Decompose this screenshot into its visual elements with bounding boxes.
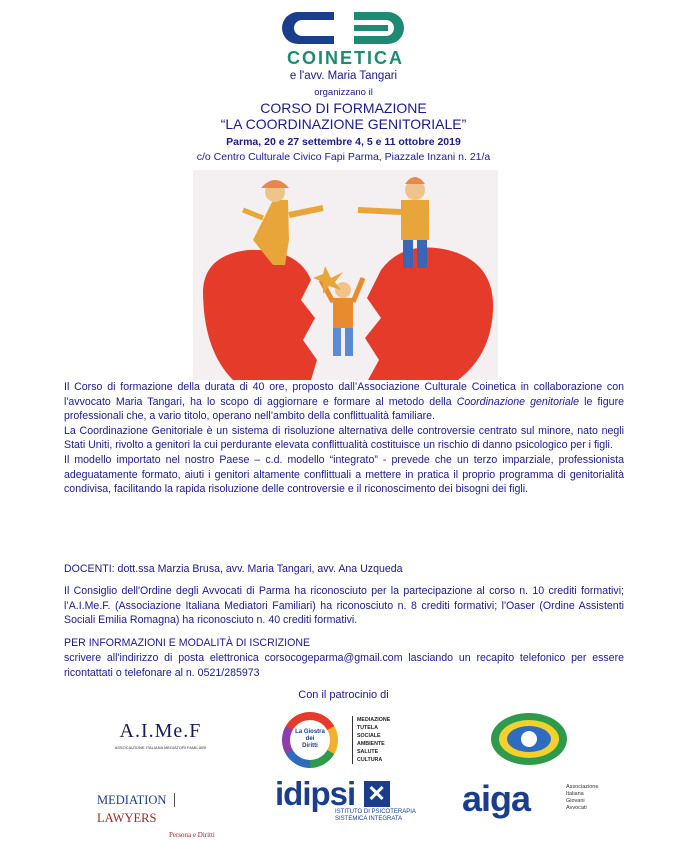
giostra-side-item: AMBIENTE [357, 741, 385, 747]
idipsi-sub-line: ISTITUTO DI PSICOTERAPIA [335, 809, 416, 815]
organize-line: organizzano il [314, 87, 373, 98]
giostra-logo [282, 712, 422, 768]
mediation-word: MEDIATION [97, 793, 167, 807]
broken-heart-illustration [193, 170, 498, 380]
info-title: PER INFORMAZIONI E MODALITÀ DI ISCRIZIONE [64, 637, 311, 649]
intro-paragraph [64, 380, 624, 424]
giostra-side-item: MEDIAZIONE [357, 717, 391, 723]
organizer-line: e l'avv. Maria Tangari [289, 70, 398, 82]
coinetica-logo-mark [258, 8, 433, 48]
aimef-logo [98, 720, 223, 760]
aiga-logo [462, 778, 612, 826]
course-venue: c/o Centro Culturale Civico Fapi Parma, Piazzale Inzani n. 21/a [196, 151, 491, 163]
idipsi-subtitle [335, 809, 420, 823]
giostra-side-item: CULTURA [357, 757, 383, 763]
model-paragraph: Il modello importato nel nostro Paese – c.d. modello “integrato” - prevede che un terzo imparziale, professionista adeguatamente formato, aiuti i genitori altamente conflittuali a mettere in pratica il proprio programma di genitorialità condivisa, facilitando la rapida risoluzione delle controversie e il riconoscimento dei bisogni dei figli. [64, 453, 624, 496]
lawyers-word: LAWYERS [97, 811, 157, 825]
info-text: scrivere all'indirizzo di posta elettronica corsocogeparma@gmail.com lasciando un recapito telefonico per essere ricontattati o telefonare al n. 0521/285973 [64, 652, 624, 679]
giostra-text-1: La Giostra [295, 729, 325, 735]
intro-text-a: Il Corso di formazione della durata di 40 ore, proposto dall’Associazione Culturale Coinetica in collaborazione con l'avvocato Maria Tangari, ha lo scopo di aggiornare e formare al metodo della [64, 381, 624, 408]
giostra-side-item: TUTELA [357, 725, 378, 731]
teachers-line: DOCENTI: dott.ssa Marzia Brusa, avv. Maria Tangari, avv. Ana Uzqueda [64, 563, 403, 575]
course-title: CORSO DI FORMAZIONE [260, 100, 427, 116]
giostra-side-item: SALUTE [357, 749, 379, 755]
intro-text-b: le figure professionali che, a vario titolo, operano nell’ambito della conflittualità familiare. [64, 395, 624, 423]
aiga-subtitle [566, 784, 598, 812]
idipsi-x-icon: ✕ [364, 781, 390, 807]
idipsi-wordmark: idipsi [275, 775, 356, 812]
credits-paragraph: Il Consiglio dell'Ordine degli Avvocati di Parma ha riconosciuto per la partecipazione al corso n. 10 crediti formativi; l’A.I.Me.F. (Associazione Italiana Mediatori Familiari) ha riconosciuto n. 8 crediti formativi; l'Oaser (Ordine Assistenti Sociali Emilia Romagna) ha riconosciuto n. 40 crediti formativi. [64, 585, 624, 627]
giostra-text-3: Diritti [302, 743, 318, 749]
aiga-wordmark: aiga [462, 778, 531, 819]
course-description [64, 380, 624, 497]
giostra-side-item: SOCIALE [357, 733, 381, 739]
mediation-lawyers-logo [97, 791, 227, 839]
coinetica-logo [258, 8, 433, 68]
mediation-subtitle: Persona e Diritti [169, 831, 215, 839]
aiga-sub-line: Avvocati [566, 805, 587, 811]
aimef-wordmark: A.I.Me.F [119, 720, 202, 742]
course-dates: Parma, 20 e 27 settembre 4, 5 e 11 ottobre 2019 [226, 136, 461, 148]
giostra-center [290, 720, 330, 760]
circular-association-logo [488, 710, 570, 768]
patronage-label: Con il patrocinio di [298, 689, 389, 701]
aiga-sub-line: Italiana [566, 791, 584, 797]
idipsi-logo [275, 775, 420, 831]
giostra-side-list [352, 716, 390, 764]
logo-wordmark: COINETICA [287, 48, 404, 68]
aiga-sub-line: Giovani [566, 798, 585, 804]
course-subtitle: “LA COORDINAZIONE GENITORIALE” [220, 116, 467, 132]
definition-paragraph: La Coordinazione Genitoriale è un sistema di risoluzione alternativa delle controversie centrato sul minore, nato negli Stati Uniti, rivolto a genitori la cui perdurante elevata conflittualità costituisce un rischio di danno psicologico per i figli. [64, 424, 624, 452]
giostra-text-2: dei [305, 736, 315, 742]
mediation-divider [174, 793, 175, 807]
aimef-subtitle: ASSOCIAZIONE ITALIANA MEDIATORI FAMILIARI [114, 745, 207, 750]
intro-emphasis: Coordinazione genitoriale [456, 395, 580, 408]
aiga-sub-line: Associazione [566, 784, 599, 790]
idipsi-sub-line: SISTEMICA INTEGRATA [335, 816, 403, 822]
